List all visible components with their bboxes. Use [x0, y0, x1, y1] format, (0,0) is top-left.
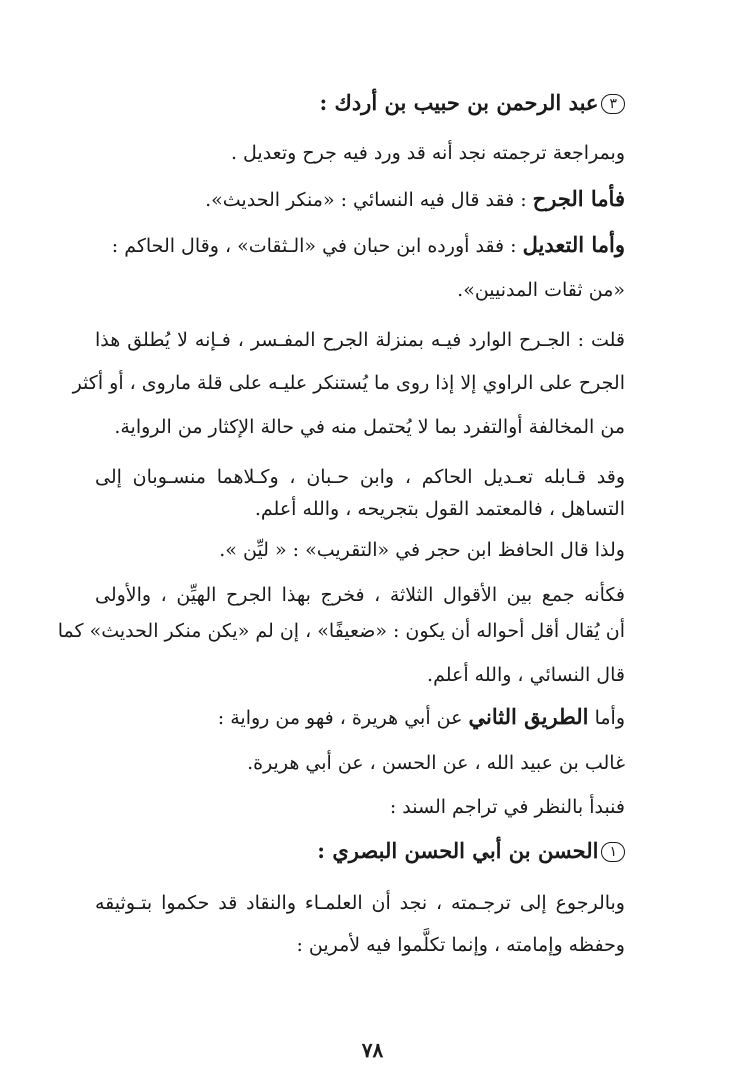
bold-term-tadil: وأما التعديل [522, 232, 625, 257]
paragraph-line: وأما التعديل : فقد أورده ابن حبان في «الـثقات» ، وقال الحاكم : [111, 232, 625, 257]
heading-title: الحسن بن أبي الحسن البصري [332, 838, 599, 863]
page-number: ٧٨ [361, 1038, 384, 1062]
heading-colon: : [319, 90, 335, 115]
paragraph-line: الجرح على الراوي إلا إذا روى ما يُستنكر عليـه على قلة ماروى ، أو أكثر [72, 372, 625, 394]
paragraph-line: فكأنه جمع بين الأقوال الثلاثة ، فخرج بهذا الجرح الهيِّن ، والأولى [95, 584, 625, 606]
section-heading-1 [317, 836, 625, 868]
paragraph-line: قلت : الجـرح الوارد فيـه بمنزلة الجرح المفـسر ، فـإنه لا يُطلق هذا [95, 329, 625, 351]
paragraph-line: وقد قـابله تعـديل الحاكم ، وابن حـبان ، وكـلاهما منسـوبان إلى [95, 466, 625, 488]
paragraph-line: التساهل ، فالمعتمد القول بتجريحه ، والله أعلم. [254, 498, 625, 520]
paragraph-line: غالب بن عبيد الله ، عن الحسن ، عن أبي هريرة. [247, 752, 625, 774]
paragraph-line: قال النسائي ، والله أعلم. [427, 664, 625, 686]
bold-term-second-path: الطريق الثاني [468, 704, 589, 729]
paragraph-line: أن يُقال أقل أحواله أن يكون : «ضعيفًا» ، إن لم «يكن منكر الحديث» كما [57, 620, 625, 642]
paragraph-line: ولذا قال الحافظ ابن حجر في «التقريب» : « ليِّن ». [219, 539, 625, 561]
paragraph-line: فأما الجرح : فقد قال فيه النسائي : «منكر الحديث». [205, 186, 625, 211]
paragraph-line: وبالرجوع إلى ترجـمته ، نجد أن العلمـاء والنقاد قد حكموا بتـوثيقه [95, 892, 625, 914]
paragraph-line: فنبدأ بالنظر في تراجم السند : [389, 796, 625, 818]
heading-title: عبد الرحمن بن حبيب بن أردك [334, 90, 599, 115]
paragraph-line: من المخالفة أوالتفرد بما لا يُحتمل منه في حالة الإكثار من الرواية. [114, 416, 625, 438]
section-heading-3 [319, 88, 625, 120]
paragraph-line: وأما الطريق الثاني عن أبي هريرة ، فهو من رواية : [217, 704, 625, 729]
heading-colon: : [317, 838, 333, 863]
paragraph-line: وحفظه وإمامته ، وإنما تكلَّموا فيه لأمرين : [296, 934, 625, 956]
heading-number-badge: ١ [601, 842, 625, 862]
bold-term-jarh: فأما الجرح [532, 186, 625, 211]
paragraph-line: «من ثقات المدنيين». [457, 279, 625, 301]
heading-number-badge: ٣ [601, 94, 625, 114]
paragraph-line: وبمراجعة ترجمته نجد أنه قد ورد فيه جرح وتعديل . [230, 142, 625, 164]
